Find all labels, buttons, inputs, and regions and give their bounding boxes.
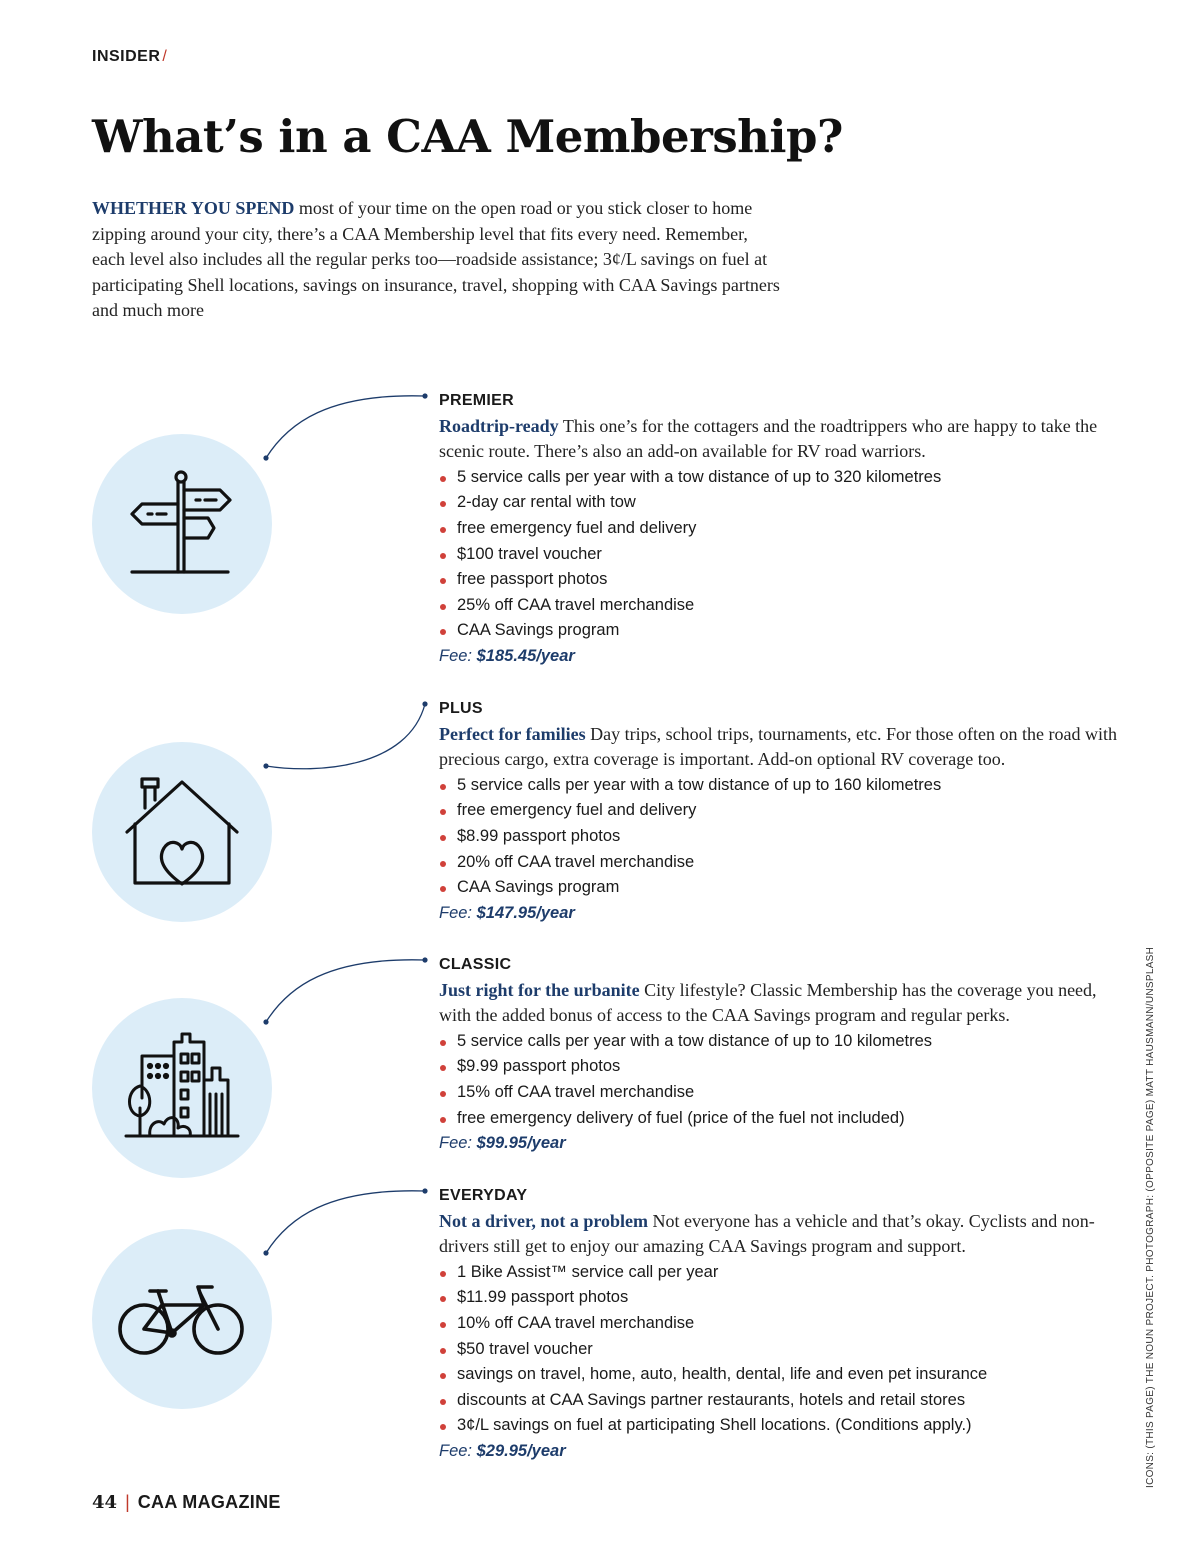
perk-item: discounts at CAA Savings partner restaurants, hotels and retail stores: [439, 1388, 1129, 1414]
tier-fee: [439, 1439, 1129, 1465]
tier-fee: [439, 644, 1129, 670]
tier-content: [439, 1183, 1129, 1465]
tier-tagline: Perfect for families: [439, 723, 586, 744]
page-number: 44: [92, 1492, 118, 1513]
signpost-icon: [92, 434, 272, 614]
tier-tagline: Not a driver, not a problem: [439, 1210, 648, 1231]
house-heart-icon: [92, 742, 272, 922]
tier-icon-circle: [92, 434, 272, 614]
perk-item: $9.99 passport photos: [439, 1054, 1129, 1080]
fee-label: Fee:: [439, 903, 477, 922]
tier-content: [439, 696, 1129, 926]
connector-line: [258, 952, 438, 1032]
perk-item: 3¢/L savings on fuel at participating Shell locations. (Conditions apply.): [439, 1413, 1129, 1439]
perk-item: 20% off CAA travel merchandise: [439, 850, 1129, 876]
perk-item: 25% off CAA travel merchandise: [439, 593, 1129, 619]
tier-icon-circle: [92, 998, 272, 1178]
tier-description: [439, 414, 1129, 465]
tier-icon-circle: [92, 1229, 272, 1409]
photo-credit: ICONS: (THIS PAGE) THE NOUN PROJECT. PHOTOGRAPH: (OPPOSITE PAGE) MATT HAUSMANN/UNSPLASH: [1145, 946, 1156, 1488]
perk-item: free emergency fuel and delivery: [439, 798, 1129, 824]
perk-item: $8.99 passport photos: [439, 824, 1129, 850]
tier-fee: [439, 901, 1129, 927]
perk-item: free emergency fuel and delivery: [439, 516, 1129, 542]
footer-separator: |: [125, 1492, 130, 1512]
perk-item: $100 travel voucher: [439, 542, 1129, 568]
city-icon: [92, 998, 272, 1178]
tier-name: EVERYDAY: [439, 1187, 528, 1204]
section-tag: INSIDER /: [92, 48, 168, 65]
connector-line: [258, 1183, 438, 1263]
perk-item: 2-day car rental with tow: [439, 490, 1129, 516]
tier-description: [439, 1209, 1129, 1260]
perk-item: savings on travel, home, auto, health, dental, life and even pet insurance: [439, 1362, 1129, 1388]
page-title: What’s in a CAA Membership?: [92, 110, 843, 163]
intro-body: most of your time on the open road or you stick closer to home zipping around your city, there’s a CAA Membership level that fits every need. Remember, each level also includes all the regular perks too—roadside assistance; 3¢/L savings on fuel at participating Shell locations, savings on insurance, travel, shopping with CAA Savings partners and much more: [92, 198, 780, 321]
fee-label: Fee:: [439, 646, 477, 665]
perk-item: 10% off CAA travel merchandise: [439, 1311, 1129, 1337]
page-footer: [92, 1492, 281, 1513]
tier-description-text: This one’s for the cottagers and the roadtrippers who are happy to take the scenic route. There’s also an add-on available for RV road warriors.: [439, 415, 1098, 462]
perk-item: 5 service calls per year with a tow distance of up to 160 kilometres: [439, 773, 1129, 799]
fee-amount: $147.95/year: [476, 903, 575, 922]
connector-line: [258, 388, 438, 468]
tier-description-text: Not everyone has a vehicle and that’s okay. Cyclists and non-drivers still get to enjoy our amazing CAA Savings program and support.: [439, 1210, 1095, 1257]
tier-fee: [439, 1131, 1129, 1157]
perk-list: [439, 465, 1129, 644]
perk-list: [439, 1029, 1129, 1131]
fee-amount: $185.45/year: [476, 646, 575, 665]
tier-description: [439, 978, 1129, 1029]
perk-item: free passport photos: [439, 567, 1129, 593]
tier-name: PREMIER: [439, 392, 514, 409]
magazine-name: CAA MAGAZINE: [137, 1492, 281, 1512]
bicycle-icon: [92, 1229, 272, 1409]
tier-name: CLASSIC: [439, 956, 512, 973]
perk-list: [439, 1260, 1129, 1439]
intro-lead: WHETHER YOU SPEND: [92, 198, 295, 218]
perk-item: CAA Savings program: [439, 618, 1129, 644]
fee-label: Fee:: [439, 1441, 477, 1460]
tier-content: [439, 388, 1129, 670]
connector-line: [258, 696, 438, 776]
tier-name: PLUS: [439, 700, 483, 717]
tier-icon-circle: [92, 742, 272, 922]
tier-tagline: Roadtrip-ready: [439, 415, 559, 436]
tier-description-text: City lifestyle? Classic Membership has the coverage you need, with the added bonus of access to the CAA Savings program and regular perks.: [439, 979, 1097, 1026]
fee-amount: $99.95/year: [476, 1134, 566, 1153]
perk-item: 1 Bike Assist™ service call per year: [439, 1260, 1129, 1286]
perk-item: $50 travel voucher: [439, 1337, 1129, 1363]
fee-label: Fee:: [439, 1134, 477, 1153]
perk-item: 15% off CAA travel merchandise: [439, 1080, 1129, 1106]
perk-list: [439, 773, 1129, 901]
tier-description: [439, 722, 1129, 773]
perk-item: $11.99 passport photos: [439, 1285, 1129, 1311]
perk-item: free emergency delivery of fuel (price of the fuel not included): [439, 1106, 1129, 1132]
tier-description-text: Day trips, school trips, tournaments, etc. For those often on the road with precious cargo, extra coverage is important. Add-on optional RV coverage too.: [439, 723, 1117, 770]
fee-amount: $29.95/year: [476, 1441, 566, 1460]
tier-tagline: Just right for the urbanite: [439, 979, 640, 1000]
perk-item: 5 service calls per year with a tow distance of up to 320 kilometres: [439, 465, 1129, 491]
perk-item: CAA Savings program: [439, 875, 1129, 901]
section-slash: /: [162, 48, 168, 65]
perk-item: 5 service calls per year with a tow distance of up to 10 kilometres: [439, 1029, 1129, 1055]
intro-paragraph: [92, 196, 782, 324]
tier-content: [439, 952, 1129, 1157]
